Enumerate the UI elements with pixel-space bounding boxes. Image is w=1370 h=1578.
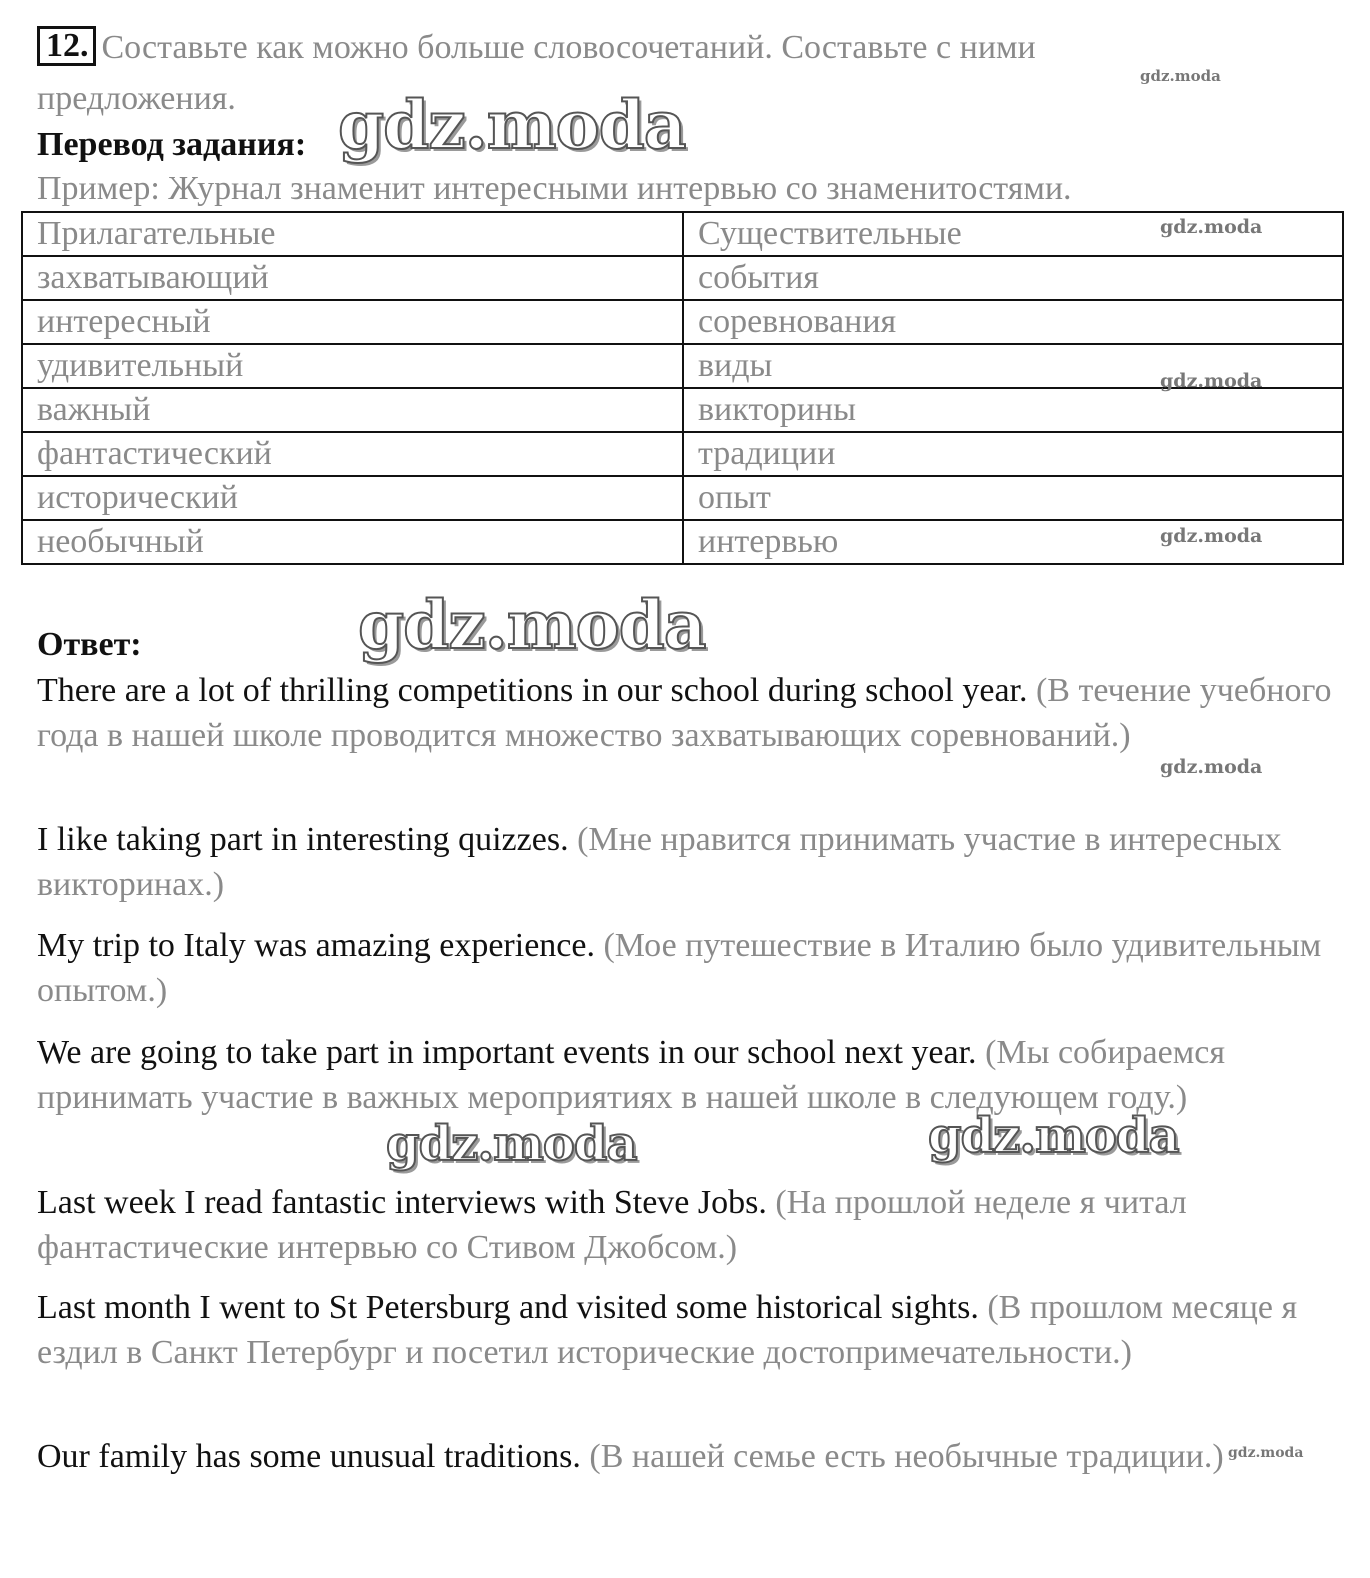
- answer-russian: (В прошлом месяце я ездил в Санкт Петербург и посетил исторические достопримечательности.): [37, 1289, 1298, 1371]
- answer-english: My trip to Italy was amazing experience.: [37, 927, 595, 964]
- answer-item: [37, 668, 1337, 758]
- adjective-cell: удивительный: [22, 344, 683, 388]
- table-row: [22, 344, 1343, 388]
- watermark-logo: gdz.moda: [358, 586, 706, 664]
- watermark-small: gdz.moda: [1160, 370, 1263, 392]
- task-instruction-line2: предложения.: [37, 80, 236, 117]
- answer-item: [37, 1434, 1337, 1479]
- adjective-cell: важный: [22, 388, 683, 432]
- answer-russian: (Мне нравится принимать участие в интересных викторинах.): [37, 821, 1282, 903]
- table-row: [22, 520, 1343, 564]
- header-adjectives: Прилагательные: [22, 212, 683, 256]
- answer-english: Last month I went to St Petersburg and visited some historical sights.: [37, 1289, 979, 1326]
- answer-russian: (Мое путешествие в Италию было удивительным опытом.): [37, 927, 1322, 1009]
- table-row: [22, 388, 1343, 432]
- watermark-small: gdz.moda: [1160, 525, 1263, 547]
- task-instruction-line1: Составьте как можно больше словосочетаний. Составьте с ними: [101, 29, 1036, 66]
- table-row: [22, 432, 1343, 476]
- noun-cell: опыт: [683, 476, 1343, 520]
- table-row: [22, 476, 1343, 520]
- adjective-cell: интересный: [22, 300, 683, 344]
- answer-russian: (В нашей семье есть необычные традиции.): [589, 1438, 1224, 1475]
- task-instruction: [37, 26, 1036, 69]
- watermark-logo: gdz.moda: [928, 1108, 1179, 1164]
- adjective-cell: исторический: [22, 476, 683, 520]
- header-nouns: Существительные: [683, 212, 1343, 256]
- answer-item: [37, 923, 1337, 1013]
- watermark-small: gdz.moda: [1140, 67, 1221, 85]
- answer-russian: (Мы собираемся принимать участие в важных мероприятиях в нашей школе в следующем году.): [37, 1034, 1225, 1116]
- adjective-cell: фантастический: [22, 432, 683, 476]
- watermark-small: gdz.moda: [1228, 1445, 1304, 1461]
- word-table: [21, 211, 1344, 565]
- watermark-logo: gdz.moda: [338, 86, 686, 164]
- noun-cell: соревнования: [683, 300, 1343, 344]
- table-row: [22, 300, 1343, 344]
- answer-russian: (В течение учебного года в нашей школе проводится множество захватывающих соревнований.): [37, 672, 1332, 754]
- watermark-small: gdz.moda: [1160, 216, 1263, 238]
- table-row: [22, 256, 1343, 300]
- answer-russian: (На прошлой неделе я читал фантастические интервью со Стивом Джобсом.): [37, 1184, 1187, 1266]
- noun-cell: викторины: [683, 388, 1343, 432]
- table-header-row: [22, 212, 1343, 256]
- answer-english: Last week I read fantastic interviews with Steve Jobs.: [37, 1184, 767, 1221]
- answer-english: I like taking part in interesting quizzes.: [37, 821, 569, 858]
- watermark-logo: gdz.moda: [386, 1116, 637, 1172]
- adjective-cell: захватывающий: [22, 256, 683, 300]
- answer-item: [37, 1030, 1337, 1120]
- answer-item: [37, 1285, 1337, 1375]
- answer-english: We are going to take part in important events in our school next year.: [37, 1034, 977, 1071]
- watermark-small: gdz.moda: [1160, 756, 1263, 778]
- noun-cell: интервью: [683, 520, 1343, 564]
- answer-item: [37, 817, 1337, 907]
- answer-english: Our family has some unusual traditions.: [37, 1438, 581, 1475]
- adjective-cell: необычный: [22, 520, 683, 564]
- answer-heading: Ответ:: [37, 626, 142, 663]
- translation-heading: Перевод задания:: [37, 126, 307, 163]
- noun-cell: традиции: [683, 432, 1343, 476]
- answer-english: There are a lot of thrilling competitions in our school during school year.: [37, 672, 1028, 709]
- task-number: 12.: [37, 26, 96, 66]
- example-sentence: Пример: Журнал знаменит интересными интервью со знаменитостями.: [37, 170, 1072, 207]
- noun-cell: события: [683, 256, 1343, 300]
- noun-cell: виды: [683, 344, 1343, 388]
- answer-item: [37, 1180, 1337, 1270]
